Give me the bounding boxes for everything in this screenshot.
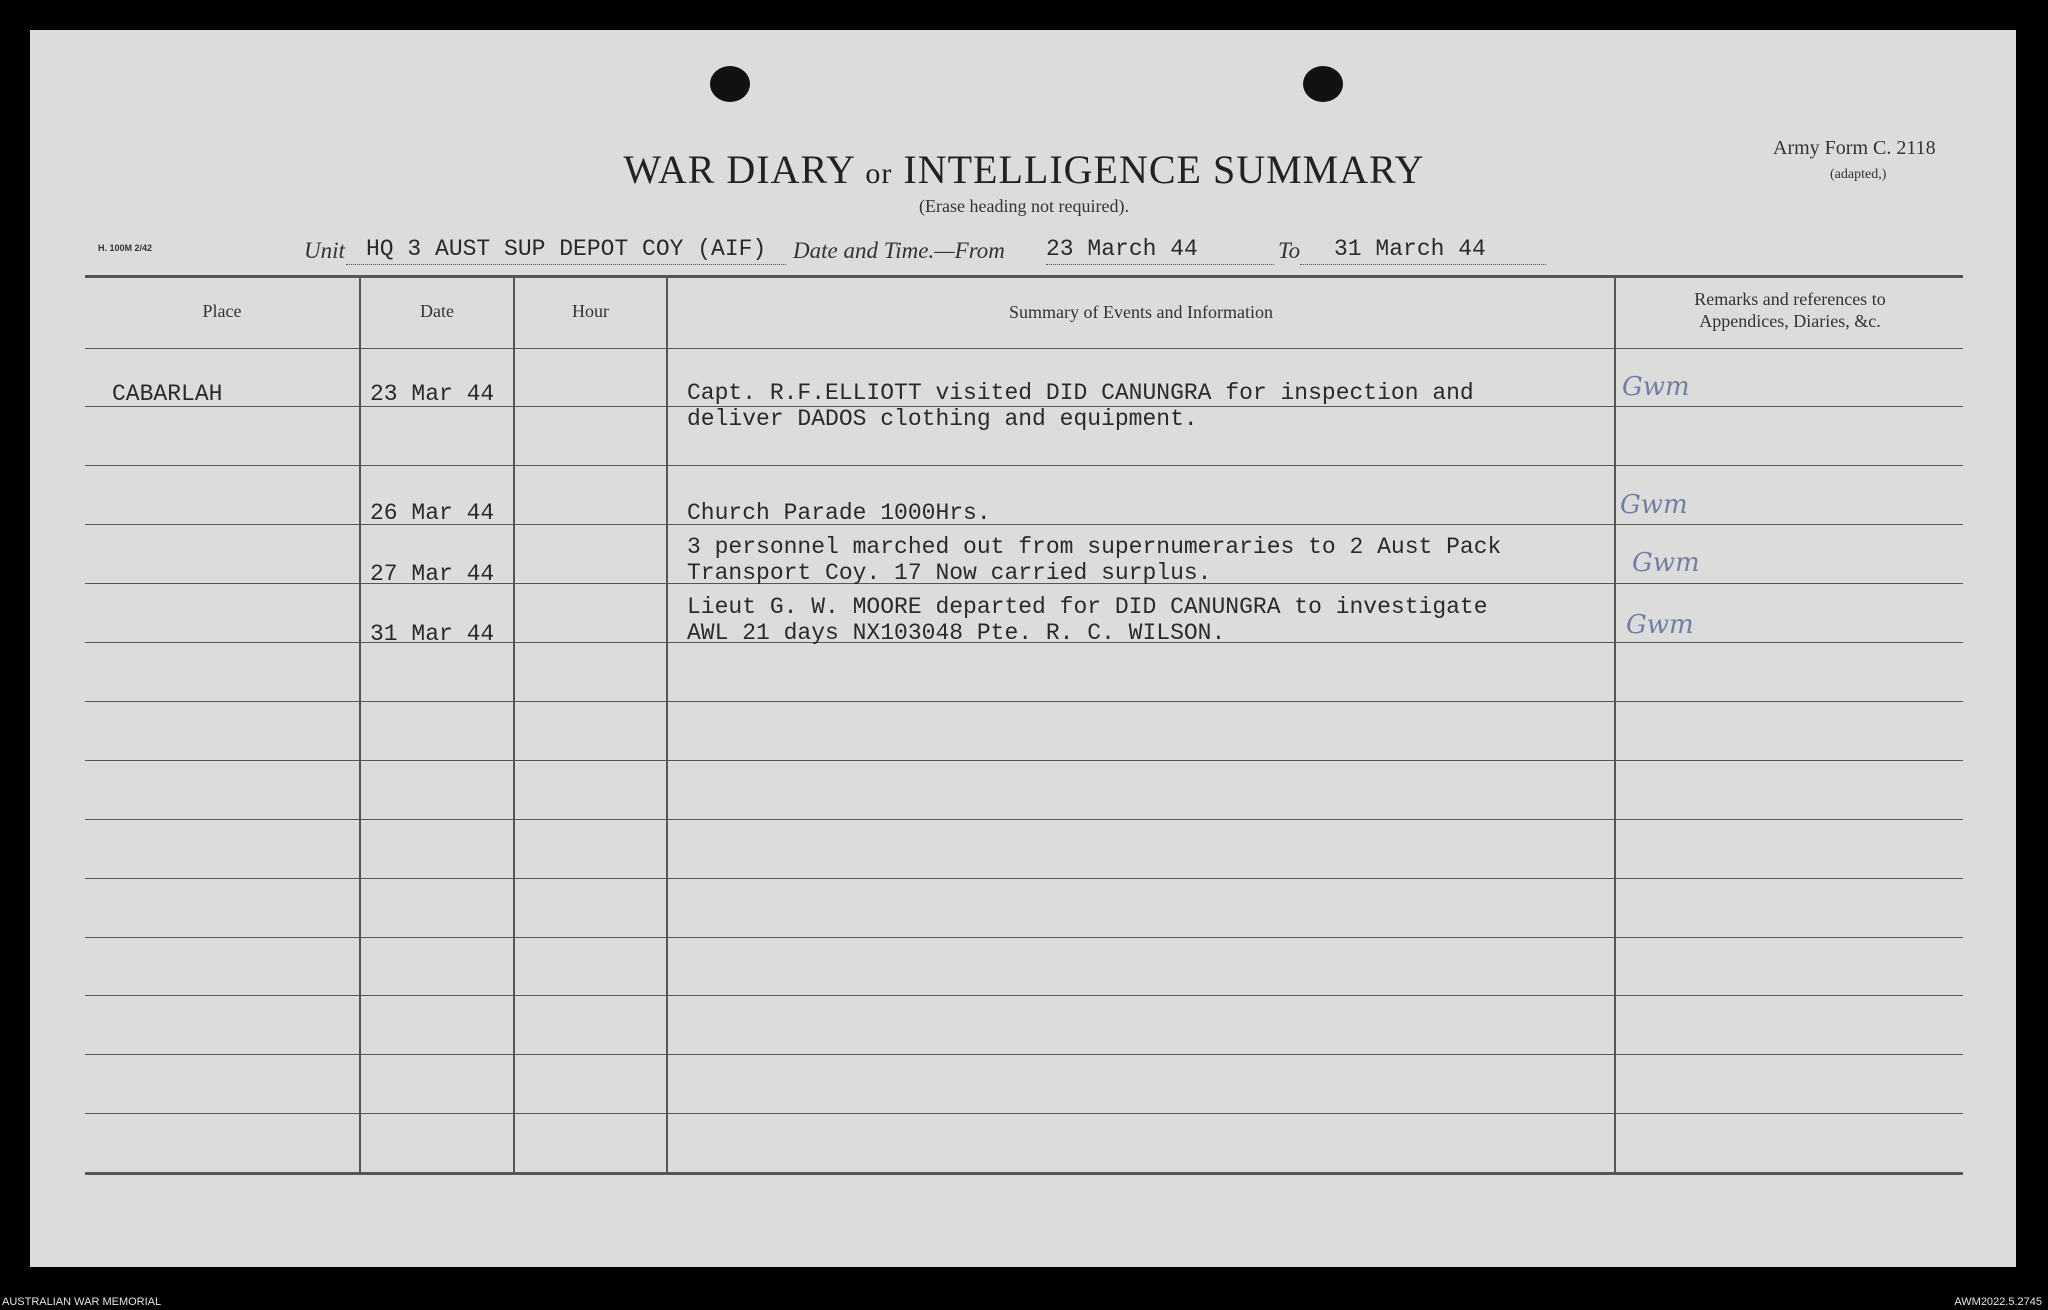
entry-summary: Lieut G. W. MOORE departed for DID CANUNGRA to investigate AWL 21 days NX103048 Pte. R. C. WILSON. — [687, 594, 1488, 646]
entry-place: CABARLAH — [112, 381, 223, 407]
column-header-place: Place — [202, 301, 242, 321]
entry-date: 26 Mar 44 — [370, 500, 495, 526]
ruled-line — [85, 819, 1963, 820]
print-code: H. 100M 2/42 — [98, 243, 153, 253]
divider-date-hour — [513, 278, 515, 1172]
divider-hour-summary — [666, 278, 668, 1172]
ruled-line — [85, 465, 1963, 466]
army-form-number: Army Form C. 2118 — [1773, 137, 1936, 159]
date-time-label: Date and Time.—From — [793, 238, 1005, 263]
unit-label: Unit — [304, 238, 345, 263]
page-title — [0, 146, 2048, 193]
entry-date: 31 Mar 44 — [370, 621, 495, 647]
army-form-adapted: (adapted,) — [1830, 167, 1887, 182]
entry-date: 27 Mar 44 — [370, 561, 495, 587]
entry-initials: Gwm — [1632, 548, 1700, 578]
entry-summary: Church Parade 1000Hrs. — [687, 500, 991, 526]
column-header-date: Date — [420, 301, 454, 321]
footer-source: AUSTRALIAN WAR MEMORIAL — [2, 1296, 162, 1308]
table-top-rule — [85, 275, 1963, 278]
ruled-line — [85, 995, 1963, 996]
column-header-hour: Hour — [572, 301, 609, 321]
to-date-value: 31 March 44 — [1334, 236, 1486, 262]
column-header-remarks: Remarks and references to Appendices, Diaries, &c. — [1694, 289, 1886, 331]
to-label: To — [1278, 238, 1301, 263]
unit-dotline — [346, 264, 786, 265]
punch-hole-right — [1303, 66, 1343, 102]
table-bottom-rule — [85, 1172, 1963, 1175]
ruled-line — [85, 1113, 1963, 1114]
divider-summary-remarks — [1614, 278, 1616, 1172]
ruled-line — [85, 878, 1963, 879]
from-date-value: 23 March 44 — [1046, 236, 1198, 262]
divider-place-date — [359, 278, 361, 1172]
ruled-line — [85, 348, 1963, 349]
entry-initials: Gwm — [1620, 490, 1688, 520]
ruled-line — [85, 937, 1963, 938]
ruled-line — [85, 701, 1963, 702]
punch-hole-left — [710, 66, 750, 102]
ruled-line — [85, 1054, 1963, 1055]
to-dotline — [1300, 264, 1546, 265]
title-or: or — [865, 157, 893, 190]
unit-value: HQ 3 AUST SUP DEPOT COY (AIF) — [366, 236, 767, 262]
entry-summary: Capt. R.F.ELLIOTT visited DID CANUNGRA for inspection and deliver DADOS clothing and equipment. — [687, 380, 1474, 432]
subtitle: (Erase heading not required). — [919, 196, 1129, 216]
title-war-diary: WAR DIARY — [623, 147, 855, 192]
footer-reference: AWM2022.5.2745 — [1954, 1296, 2042, 1308]
entry-initials: Gwm — [1626, 610, 1694, 640]
from-dotline — [1046, 264, 1274, 265]
entry-date: 23 Mar 44 — [370, 381, 495, 407]
column-header-summary: Summary of Events and Information — [1009, 302, 1273, 322]
ruled-line — [85, 524, 1963, 525]
entry-summary: 3 personnel marched out from supernumeraries to 2 Aust Pack Transport Coy. 17 Now carried surplus. — [687, 534, 1502, 586]
ruled-line — [85, 760, 1963, 761]
title-intelligence-summary: INTELLIGENCE SUMMARY — [903, 147, 1425, 192]
entry-initials: Gwm — [1622, 372, 1690, 402]
